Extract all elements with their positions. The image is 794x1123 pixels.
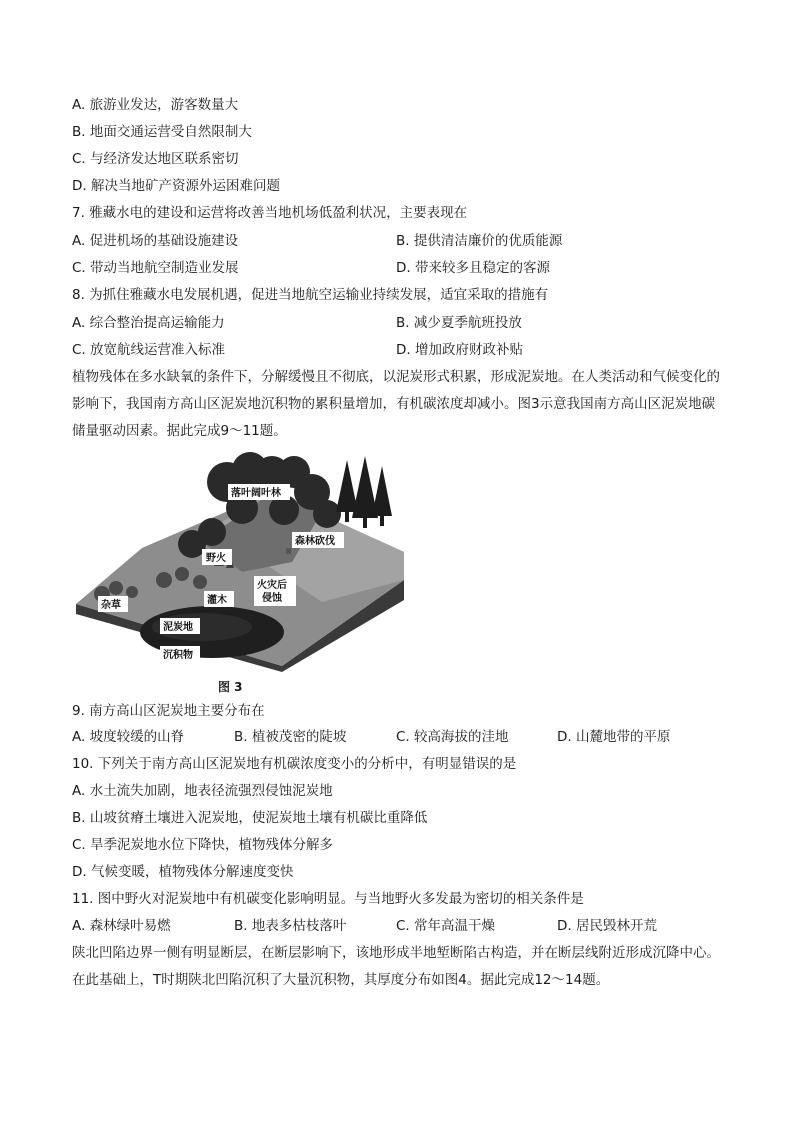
svg-text:侵蚀: 侵蚀 (262, 593, 282, 604)
q8-option-d: D. 增加政府财政补贴 (396, 342, 523, 358)
svg-text:落叶阔叶林: 落叶阔叶林 (231, 488, 281, 499)
q8-option-c: C. 放宽航线运营准入标准 (72, 342, 226, 358)
q7-option-d: D. 带来较多且稳定的客源 (396, 260, 550, 276)
q7-option-a: A. 促进机场的基础设施建设 (72, 233, 239, 249)
q9-option-d: D. 山麓地带的平原 (557, 729, 671, 745)
q10-option-c: C. 旱季泥炭地水位下降快，植物残体分解多 (72, 837, 334, 853)
svg-text:野火: 野火 (206, 553, 226, 564)
passage-peatland: 植物残体在多水缺氧的条件下，分解缓慢且不彻底，以泥炭形式积累，形成泥炭地。在人类活动和气候变化的影响下，我国南方高山区泥炭地沉积物的累积量增加，有机碳浓度却减小。图3示意我国南方高山区泥炭地碳储量驱动因素。据此完成9～11题。 (72, 369, 720, 439)
svg-text:灌木: 灌木 (207, 595, 227, 606)
q6-option-d: D. 解决当地矿产资源外运困难问题 (72, 178, 280, 194)
q7-stem: 7. 雅藏水电的建设和运营将改善当地机场低盈利状况，主要表现在 (72, 205, 468, 221)
svg-text:森林砍伐: 森林砍伐 (295, 536, 335, 547)
q11-option-b: B. 地表多枯枝落叶 (234, 918, 347, 934)
label-logging (292, 532, 344, 548)
label-deciduous-forest (228, 484, 290, 500)
q10-option-b: B. 山坡贫瘠土壤进入泥炭地，使泥炭地土壤有机碳比重降低 (72, 810, 428, 826)
passage-shaanbei-depression: 陕北凹陷边界一侧有明显断层，在断层影响下，该地形成半地堑断陷古构造，并在断层线附近形成沉降中心。在此基础上，T时期陕北凹陷沉积了大量沉积物，其厚度分布如图4。据此完成12～14题。 (72, 945, 720, 988)
q11-stem: 11. 图中野火对泥炭地中有机碳变化影响明显。与当地野火多发最为密切的相关条件是 (72, 891, 584, 907)
figure-3-caption: 图 3 (218, 680, 243, 694)
q11-option-c: C. 常年高温干燥 (396, 918, 496, 934)
q8-option-b: B. 减少夏季航班投放 (396, 315, 522, 331)
label-weeds (98, 596, 128, 612)
label-peatland (160, 618, 200, 634)
figure-3-peatland-diagram (72, 452, 404, 672)
svg-text:沉积物: 沉积物 (163, 650, 193, 661)
q6-option-b: B. 地面交通运营受自然限制大 (72, 124, 252, 140)
label-shrub (204, 591, 234, 607)
q6-option-a: A. 旅游业发达，游客数量大 (72, 97, 239, 113)
q11-option-d: D. 居民毁林开荒 (557, 918, 657, 934)
q10-option-d: D. 气候变暖，植物残体分解速度变快 (72, 864, 294, 880)
q8-stem: 8. 为抓住雅藏水电发展机遇，促进当地航空运输业持续发展，适宜采取的措施有 (72, 287, 549, 303)
q10-stem: 10. 下列关于南方高山区泥炭地有机碳浓度变小的分析中，有明显错误的是 (72, 756, 517, 772)
q9-option-c: C. 较高海拔的洼地 (396, 729, 509, 745)
q9-stem: 9. 南方高山区泥炭地主要分布在 (72, 703, 265, 719)
q9-option-a: A. 坡度较缓的山脊 (72, 729, 185, 745)
label-post-fire-erosion (254, 576, 296, 606)
svg-text:火灾后: 火灾后 (257, 580, 287, 591)
q8-option-a: A. 综合整治提高运输能力 (72, 315, 225, 331)
svg-text:杂草: 杂草 (101, 600, 121, 611)
q11-option-a: A. 森林绿叶易燃 (72, 918, 171, 934)
q9-option-b: B. 植被茂密的陡坡 (234, 729, 347, 745)
q7-option-b: B. 提供清洁廉价的优质能源 (396, 233, 563, 249)
q10-option-a: A. 水土流失加剧，地表径流强烈侵蚀泥炭地 (72, 783, 333, 799)
q7-option-c: C. 带动当地航空制造业发展 (72, 260, 239, 276)
svg-text:泥炭地: 泥炭地 (163, 622, 193, 633)
label-wildfire (202, 549, 232, 565)
label-sediment (160, 646, 200, 662)
q6-option-c: C. 与经济发达地区联系密切 (72, 151, 239, 167)
